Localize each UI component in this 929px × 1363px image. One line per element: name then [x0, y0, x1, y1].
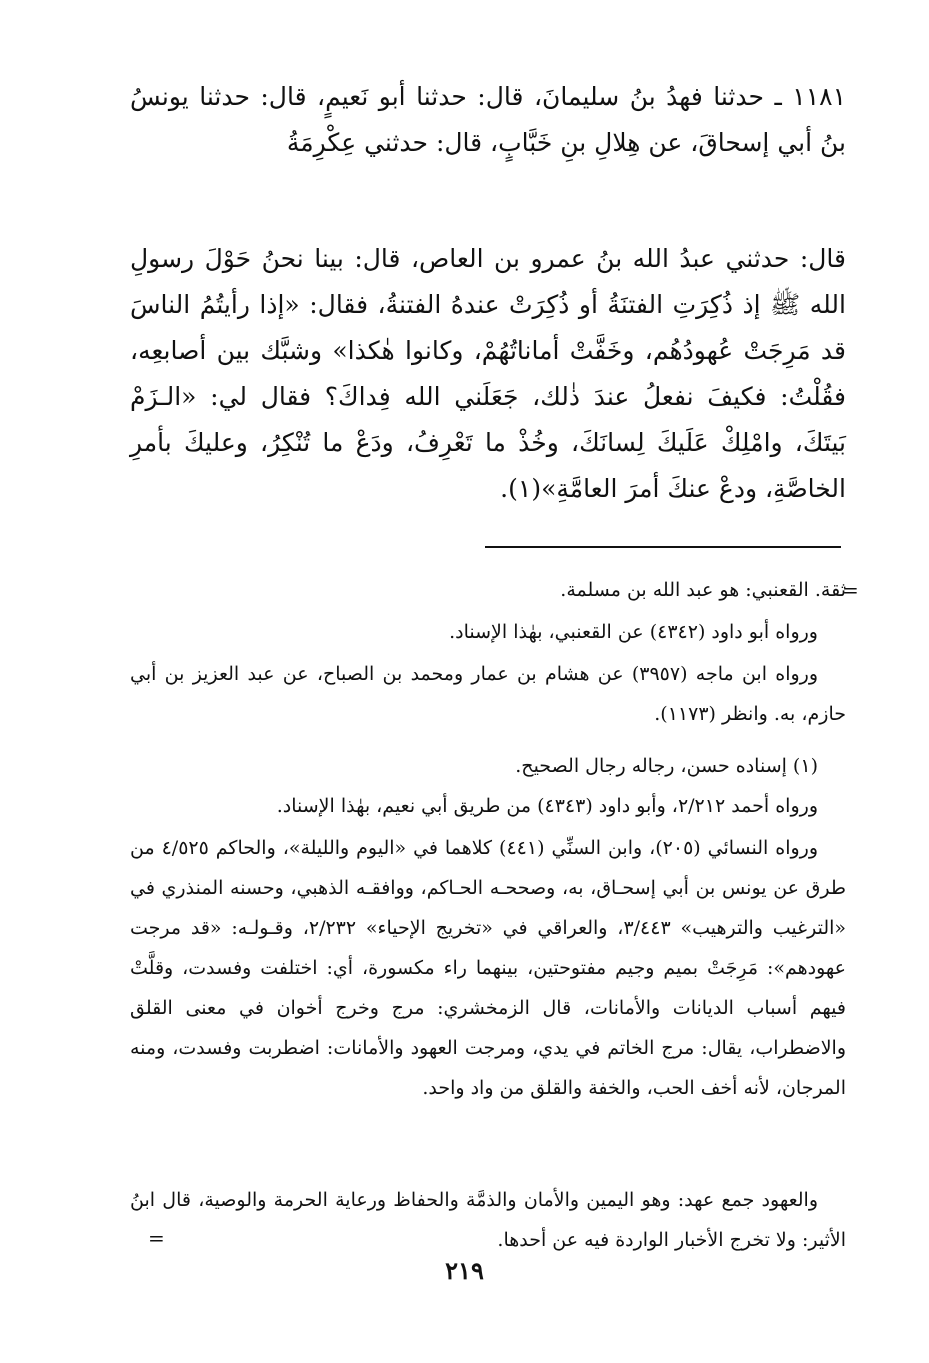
footnote-divider	[485, 546, 841, 548]
footnote-1-paragraph-4-text: والعهود جمع عهد: وهو اليمين والأمان والذمَّة والحفاظ ورعاية الحرمة والوصية، قال ابنُ الأثير: ولا تخرج الأخبار الواردة فيه عن أحدها.	[130, 1189, 846, 1251]
footnote-1-paragraph-2-text: ورواه أحمد ٢/٢١٢، وأبو داود (٤٣٤٣) من طريق أبي نعيم، بهٰذا الإسناد.	[276, 795, 818, 817]
footnote-line-1	[130, 570, 846, 610]
hadith-matn: قال: حدثني عبدُ الله بنُ عمرو بن العاص، قال: بينا نحنُ حَوْلَ رسولِ الله ﷺ إذ ذُكِرَتِ الفتنَةُ أو ذُكِرَتْ عندهُ الفتنةُ، فقال: «إذا رأيتُمُ الناسَ قد مَرِجَتْ عُهودُهُم، وخَفَّتْ أماناتُهُمْ، وكانوا هٰكذا» وشبَّك بين أصابعِه، فقُلْتُ: فكيفَ نفعلُ عندَ ذٰلك، جَعَلَني الله فِداكَ؟ فقال لي: «الـزَمْ بَيتَكَ، وامْلِكْ عَلَيكَ لِسانَكَ، وخُذْ ما تَعْرِفُ، ودَعْ ما تُنْكِرُ، وعليكَ بأمرِ الخاصَّةِ، ودعْ عنكَ أمرَ العامَّةِ»(١).	[130, 244, 846, 503]
footnote-continuation-mark-bottom: =	[148, 1226, 165, 1250]
footnote-1-paragraph-3-text: ورواه النسائي (٢٠٥)، وابن السنِّي (٤٤١) كلاهما في «اليوم والليلة»، والحاكم ٤/٥٢٥ من طرق عن يونس بن أبي إسحـاق، به، وصححـه الحـاكم، ووافقـه الذهبي، وحسنه المنذري في «الترغيب والترهيب» ٣/٤٤٣، والعراقي في «تخريج الإحياء» ٢/٢٣٢، وقـولـه: «قد مرجت عهودهم»: مَرِجَتْ بميم وجيم مفتوحتين، بينهما راء مكسورة، أي: اختلفت وفسدت، وقلَّتْ فيهم أسباب الديانات والأمانات، قال الزمخشري: مرج وخرج أخوان في معنى القلق والاضطراب، يقال: مرج الخاتم في يدي، ومرجت العهود والأمانات: اضطربت وفسدت، ومنه المرجان، لأنه أخف الحب، والخفة والقلق من واد واحد.	[130, 837, 847, 1099]
footnote-1-paragraph-3	[130, 828, 846, 1108]
footnote-line-3	[130, 654, 846, 734]
footnote-1-head	[130, 746, 846, 786]
footnote-line-1-text: ثقة. القعنبي: هو عبد الله بن مسلمة.	[560, 579, 846, 601]
footnote-1-paragraph-2	[130, 786, 846, 826]
footnote-line-2	[130, 612, 846, 652]
hadith-isnad: ١١٨١ ـ حدثنا فهدُ بنُ سليمانَ، قال: حدثنا أبو نَعيمٍ، قال: حدثنا يونسُ بنُ أبي إسحاقَ، عن هِلالِ بنِ خَبَّابٍ، قال: حدثني عِكْرِمَةُ	[130, 82, 846, 157]
footnote-line-2-text: ورواه أبو داود (٤٣٤٢) عن القعنبي، بهٰذا الإسناد.	[449, 621, 818, 643]
footnote-1-paragraph-4	[130, 1180, 846, 1260]
page-number: ٢١٩	[445, 1256, 484, 1285]
footnote-line-3-text: ورواه ابن ماجه (٣٩٥٧) عن هشام بن عمار ومحمد بن الصباح، عن عبد العزيز بن أبي حازم، به. وانظر (١١٧٣).	[130, 663, 846, 725]
footnote-continuation-mark-top: =	[842, 578, 859, 602]
footnote-1-head-text: (١) إسناده حسن، رجاله رجال الصحيح.	[515, 755, 818, 777]
